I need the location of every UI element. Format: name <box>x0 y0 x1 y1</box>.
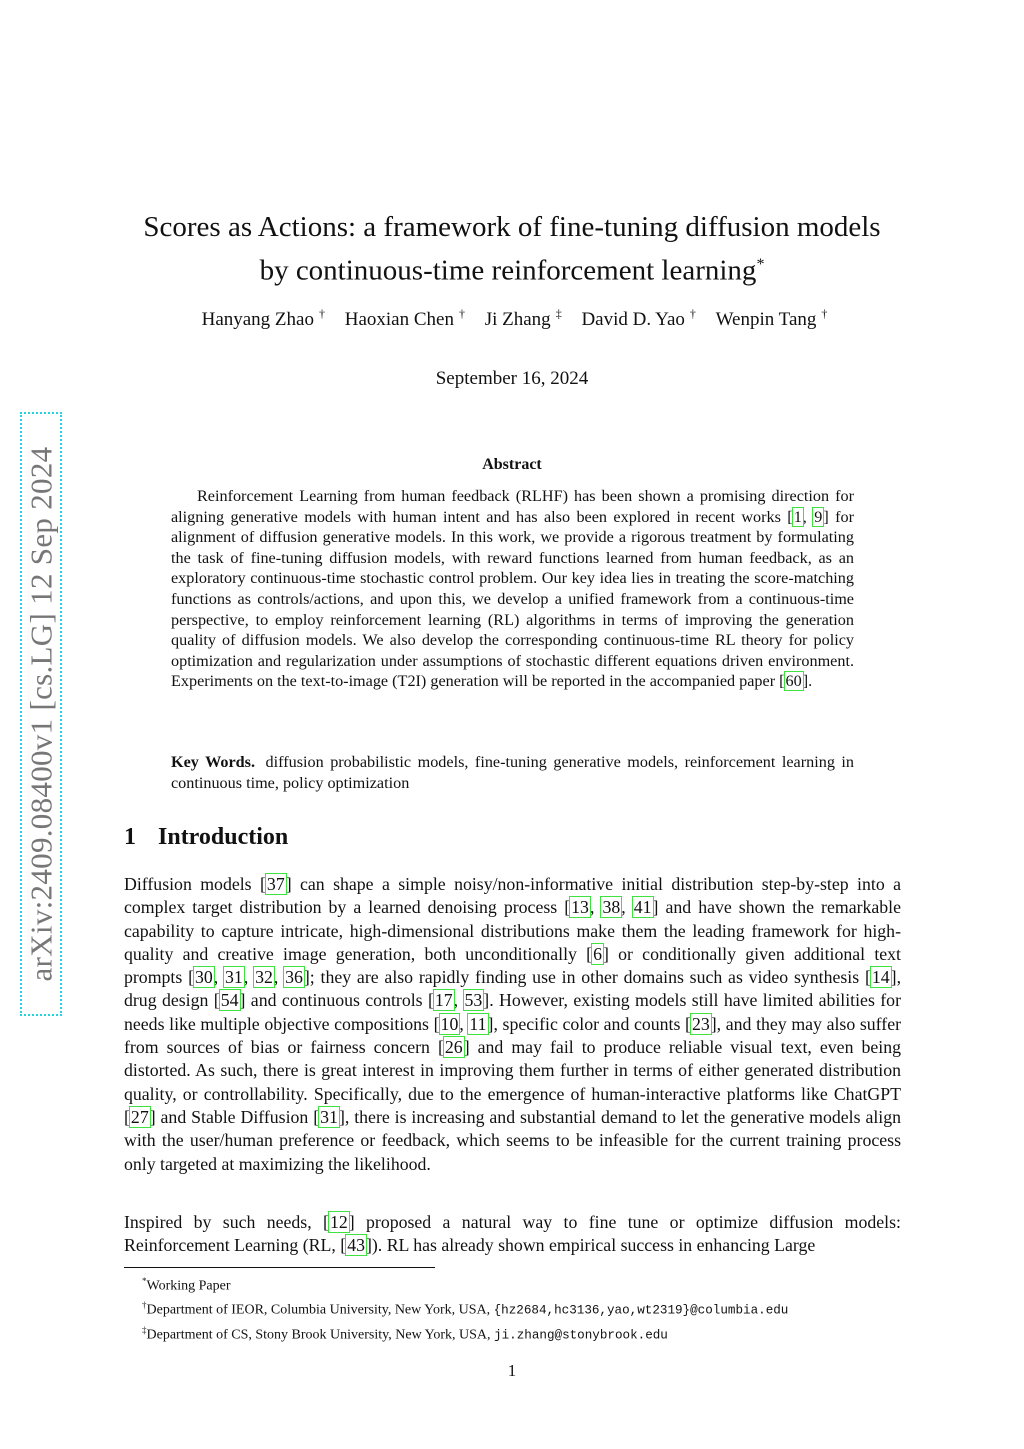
citation-link[interactable]: 38 <box>602 897 621 918</box>
publication-date: September 16, 2024 <box>435 368 589 389</box>
paragraph-text: ], and they may also suffer from sources of bias or fairness concern [ <box>124 1013 902 1058</box>
author <box>480 309 562 330</box>
author <box>340 309 465 330</box>
citation-link[interactable]: 54 <box>220 990 239 1011</box>
author-list <box>100 307 924 331</box>
author <box>197 309 325 330</box>
citation-link[interactable]: 13 <box>571 897 589 918</box>
paragraph-text: , <box>243 967 255 988</box>
author-name: David D. Yao <box>581 309 685 331</box>
title-line-2-text: by continuous-time reinforcement learning <box>259 254 757 287</box>
keywords <box>171 752 854 793</box>
author <box>711 309 828 330</box>
paragraph-text: ], specific color and counts [ <box>487 1013 691 1034</box>
footnote <box>142 1272 922 1296</box>
footnote-mark: ‡ <box>142 1325 147 1336</box>
paragraph-text: ], there is increasing and substantial demand to let the generative models align with the user/human preference or feedback, which seems to be infeasible for the current training process only targeted at maximizing the likelihood. <box>124 1106 902 1174</box>
paragraph-text: ]; they are also rapidly finding use in other domains such as video synthesis [ <box>303 967 871 988</box>
citation-link[interactable]: 1 <box>793 507 802 526</box>
author-name: Wenpin Tang <box>715 309 817 331</box>
paragraph-text: ], drug design [ <box>124 967 902 1011</box>
citation-link[interactable]: 30 <box>195 967 213 988</box>
keywords-text: diffusion probabilistic models, fine-tuning generative models, reinforcement learning in continuous time, policy optimization <box>171 753 855 792</box>
page-number: 1 <box>507 1361 517 1380</box>
citation-link[interactable]: 31 <box>320 1106 338 1127</box>
footnote-text: Department of CS, Stony Brook University, New York, USA, <box>146 1327 495 1343</box>
abstract-text-part: ]. <box>802 672 813 691</box>
author-affiliation-mark: † <box>318 307 325 321</box>
author-name: Haoxian Chen <box>344 309 454 331</box>
citation-link[interactable]: 11 <box>469 1013 487 1034</box>
paragraph-text: Inspired by such needs, [ <box>124 1212 329 1232</box>
citation-link[interactable]: 31 <box>225 967 243 988</box>
footnote-rule <box>124 1267 435 1268</box>
author-affiliation-mark: † <box>689 307 696 321</box>
citation-link[interactable]: 14 <box>871 967 890 988</box>
citation-link[interactable]: 26 <box>444 1037 463 1058</box>
citation-link[interactable]: 23 <box>691 1013 710 1034</box>
footnote <box>142 1321 922 1346</box>
paragraph-text: , <box>459 1013 469 1034</box>
citation-link[interactable]: 60 <box>785 672 802 691</box>
paper-title <box>100 208 924 290</box>
citation-link[interactable]: 41 <box>633 897 652 918</box>
paragraph-text: ]). RL has already shown empirical success in enhancing Large <box>365 1235 816 1256</box>
citation-link[interactable]: 53 <box>464 990 483 1011</box>
title-line-1: Scores as Actions: a framework of fine-tuning diffusion models <box>143 211 881 243</box>
paragraph-text: Diffusion models [ <box>124 874 266 894</box>
footnote-email[interactable]: ji.zhang@stonybrook.edu <box>494 1328 668 1343</box>
citation-link[interactable]: 9 <box>814 507 823 526</box>
citation-link[interactable]: 27 <box>130 1106 149 1127</box>
abstract-text <box>171 486 854 692</box>
footnote-mark: * <box>142 1276 147 1286</box>
citation-link[interactable]: 17 <box>434 990 453 1011</box>
title-footnote-mark: * <box>756 256 765 273</box>
paragraph-text: , <box>589 897 602 918</box>
author-affiliation-mark: ‡ <box>555 307 562 321</box>
abstract-text-part: Reinforcement Learning from human feedback (RLHF) has been shown a promising direction for aligning generative models with human intent and has also been explored in recent works [ <box>171 487 854 526</box>
citation-link[interactable]: 36 <box>285 967 303 988</box>
keywords-label: Key Words. <box>171 753 256 771</box>
intro-paragraph-1 <box>124 873 901 1176</box>
citation-link[interactable]: 10 <box>440 1013 459 1034</box>
paragraph-text: ]. However, existing models still have limited abilities for needs like multiple objective compositions [ <box>124 990 901 1034</box>
footnote-email[interactable]: {hz2684,hc3136,yao,wt2319}@columbia.edu <box>493 1303 789 1318</box>
footnote-mark: † <box>142 1300 147 1311</box>
footnote <box>142 1296 922 1321</box>
paragraph-text: , <box>213 967 225 988</box>
footnote-text: Department of IEOR, Columbia University, New York, USA, <box>146 1302 494 1318</box>
author-name: Ji Zhang <box>484 309 551 331</box>
footnotes <box>142 1272 922 1346</box>
abstract-text-part: , <box>802 507 814 526</box>
arxiv-stamp-text: arXiv:2409.08400v1 [cs.LG] 12 Sep 2024 <box>23 446 59 982</box>
author-affiliation-mark: † <box>821 307 828 321</box>
abstract-heading: Abstract <box>482 456 542 473</box>
paragraph-text: ] can shape a simple noisy/non-informative initial distribution step-by-step into a complex target distribution by a learned denoising process [ <box>124 874 901 918</box>
author-affiliation-mark: † <box>458 307 465 321</box>
citation-link[interactable]: 43 <box>347 1235 365 1256</box>
footnote-text: Working Paper <box>146 1278 231 1294</box>
paragraph-text: ] and may fail to produce reliable visual text, even being distorted. As such, there is great interest in improving them further in terms of either generated distribution quality, or controllability. Specifically, due to the emergence of human-interactive platforms like ChatGPT [ <box>124 1037 902 1127</box>
paragraph-text: , <box>621 897 633 918</box>
paragraph-text: ] and have shown the remarkable capability to capture intricate, high-dimensional distributions make them the leading framework for high-quality and creative image generation, both unconditionally [ <box>124 897 902 964</box>
paragraph-text: ] and continuous controls [ <box>239 990 434 1011</box>
section-heading <box>124 824 288 851</box>
citation-link[interactable]: 12 <box>329 1212 348 1232</box>
citation-link[interactable]: 6 <box>593 943 602 964</box>
intro-paragraph-2 <box>124 1211 901 1258</box>
author <box>576 309 695 330</box>
arxiv-stamp[interactable] <box>20 412 62 1016</box>
section-number: 1 <box>124 824 136 850</box>
citation-link[interactable]: 32 <box>255 967 273 988</box>
citation-link[interactable]: 37 <box>266 874 285 894</box>
title-line-2 <box>100 246 924 290</box>
paragraph-text: ] and Stable Diffusion [ <box>149 1106 320 1127</box>
abstract-text-part: ] for alignment of diffusion generative models. In this work, we provide a rigorous treatment by formulating the task of fine-tuning diffusion models, with reward functions learned from human feedback, as an exploratory continuous-time stochastic control problem. Our key idea lies in treating the score-matching functions as controls/actions, and upon this, we develop a unified framework from a continuous-time perspective, to employ reinforcement learning (RL) algorithms in terms of improving the generation quality of diffusion models. We also develop the corresponding continuous-time RL theory for policy optimization and regularization under assumptions of stochastic different equations driven environment. Experiments on the text-to-image (T2I) generation will be reported in the accompanied paper [ <box>171 507 855 691</box>
paragraph-text: , <box>273 967 285 988</box>
paragraph-text: ] proposed a natural way to fine tune or optimize diffusion models: Reinforcement Learning (RL, [ <box>124 1212 901 1256</box>
author-name: Hanyang Zhao <box>201 309 314 331</box>
paragraph-text: ] or conditionally given additional text prompts [ <box>124 943 901 988</box>
paragraph-text: , <box>453 990 464 1011</box>
section-title: Introduction <box>158 824 289 850</box>
